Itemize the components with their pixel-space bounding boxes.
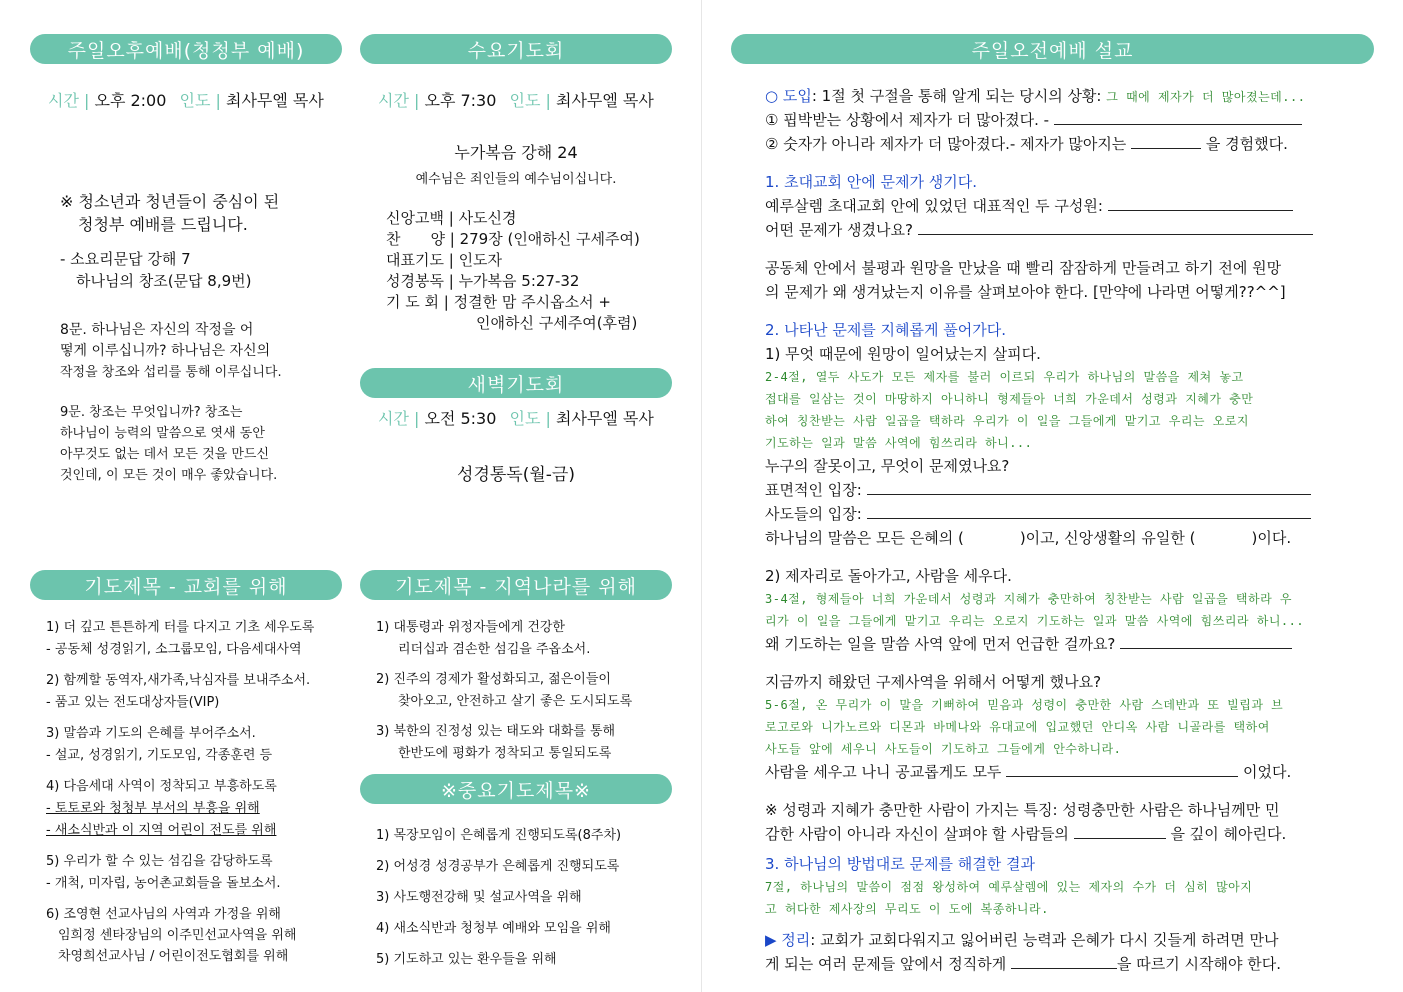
prayer-church-list (46, 617, 314, 967)
fill-blank (1120, 633, 1292, 649)
q9-line: 것인데, 이 모든 것이 매우 좋았습니다. (60, 468, 278, 483)
q8-line: 떻게 이루십니까? 하나님은 자신의 (60, 343, 271, 359)
conclusion-2 (765, 952, 1355, 976)
section-3-heading: 3. 하나님의 방법대로 문제를 해결한 결과 (765, 855, 1035, 873)
s2-q3-text: 사도들의 입장: (765, 505, 862, 523)
fill-blank (1074, 823, 1166, 839)
sunday-pm-notice (60, 190, 279, 236)
order-key: 기 도 회 (386, 293, 440, 311)
s2-q4 (765, 526, 1355, 550)
prayer-item: 한반도에 평화가 정착되고 통일되도록 (398, 746, 612, 761)
prayer-item: 5) 우리가 할 수 있는 섬김을 감당하도록 (46, 854, 273, 869)
s2-q3 (765, 502, 1355, 526)
sermon-body (765, 84, 1355, 976)
scripture-line: 3-4절, 형제들아 너희 가운데서 성령과 지혜가 충만하여 칭찬받는 사람 일곱을 택하라 우 (765, 592, 1293, 606)
prayer-nation-list (376, 617, 632, 765)
intro-label: ○ 도입 (765, 87, 812, 105)
intro-1 (765, 108, 1355, 132)
catechism-line: 하나님의 창조(문답 8,9번) (76, 272, 252, 290)
conclusion-label: ▶ 정리 (765, 931, 811, 949)
leader-value: 최사무엘 목사 (226, 91, 324, 110)
order-row: 신앙고백 | 사도신경 (386, 209, 517, 227)
prayer-item: 2) 어성경 성경공부가 은혜롭게 진행되도록 (376, 859, 620, 874)
fill-blank (1011, 953, 1117, 969)
prayer-item: - 새소식반과 이 지역 어린이 전도를 위해 (46, 823, 277, 838)
prayer-item: 3) 사도행전강해 및 설교사역을 위해 (376, 890, 582, 905)
sunday-pm-time-line (48, 88, 324, 111)
order-value: 정결한 맘 주시옵소서 + (453, 293, 611, 311)
s1-q2-text: 어떤 문제가 생겼나요? (765, 221, 913, 239)
scripture-line: 7절, 하나님의 말씀이 점점 왕성하여 예루살렘에 있는 제자의 수가 더 심히 많아지 (765, 880, 1253, 894)
wednesday-series: 누가복음 강해 24 (454, 143, 578, 162)
intro-2-text: 을 경험했다. (1205, 135, 1288, 153)
scripture-line: 접대를 일삼는 것이 마땅하지 아니하니 형제들아 너희 가운데서 성령과 지혜가 충만 (765, 392, 1254, 406)
intro-quote: 그 때에 제자가 더 많아졌는데... (1106, 90, 1306, 104)
time-label: 시간 | (378, 409, 420, 428)
s2-sub-1: 1) 무엇 때문에 원망이 일어났는지 살피다. (765, 345, 1041, 363)
time-label: 시간 | (378, 91, 420, 110)
leader-label: 인도 | (179, 91, 221, 110)
s1-q1-text: 예루살렘 초대교회 안에 있었던 대표적인 두 구성원: (765, 197, 1103, 215)
q9-line: 하나님이 능력의 말씀으로 엿새 동안 (60, 426, 265, 441)
catechism-q8 (60, 320, 312, 383)
q8-line: 작정을 창조와 섭리를 통해 이루십니다. (60, 365, 282, 380)
order-row: 대표기도 | 인도자 (386, 251, 503, 269)
prayer-item: 1) 목장모임이 은혜롭게 진행되도록(8주차) (376, 828, 622, 843)
prayer-item: - 개척, 미자립, 농어촌교회들을 돌보소서. (46, 876, 281, 891)
catechism-heading (60, 248, 252, 292)
s1-paragraph: 의 문제가 왜 생겨났는지 이유를 살펴보아야 한다. [만약에 나라면 어떻게??^^] (765, 283, 1286, 301)
conclusion-text: 게 되는 여러 문제들 앞에서 정직하게 (765, 955, 1007, 973)
prayer-item: 찾아오고, 안전하고 살기 좋은 도시되도록 (398, 694, 633, 709)
prayer-item: - 품고 있는 전도대상자들(VIP) (46, 695, 220, 710)
scripture-line: 기도하는 일과 말씀 사역에 힘쓰리라 하니... (765, 436, 1033, 450)
q8-line: 8문. 하나님은 자신의 작정을 어 (60, 322, 254, 338)
intro-2-text: ② 숫자가 아니라 제자가 더 많아졌다.- 제자가 많아지는 (765, 135, 1127, 153)
order-value: 279장 (인애하신 구세주여) (459, 230, 640, 248)
prayer-item: 4) 새소식반과 청청부 예배와 모임을 위해 (376, 921, 611, 936)
fill-blank (1054, 109, 1302, 125)
s2-q4-text: 하나님의 말씀은 모든 은혜의 ( (765, 529, 964, 547)
s2-q4-text: )이고, 신앙생활의 유일한 ( (1019, 529, 1196, 547)
scripture-line: 로고로와 니가노르와 디몬과 바메나와 유대교에 입교했던 안디옥 사람 니골라를 택하여 (765, 720, 1270, 734)
conclusion-text: : 교회가 교회다워지고 잃어버린 능력과 은혜가 다시 깃들게 하려면 만나 (810, 931, 1279, 949)
scripture-line: 리가 이 일을 그들에게 맡기고 우리는 오로지 기도하는 일과 말씀 사역에 힘쓰리라 하니... (765, 614, 1305, 628)
order-key: 신앙고백 (386, 209, 444, 227)
notice-line: ※ 청소년과 청년들이 중심이 된 (60, 192, 280, 211)
intro-text: : 1절 첫 구절을 통해 알게 되는 당시의 상황: (811, 87, 1102, 105)
dawn-reading: 성경통독(월-금) (457, 465, 575, 485)
s1-q1 (765, 194, 1355, 218)
order-row: 성경봉독 | 누가복음 5:27-32 (386, 272, 580, 290)
order-row-continued: 인애하신 구세주여(후렴) (476, 314, 638, 332)
leader-label: 인도 | (509, 91, 551, 110)
s2-q2 (765, 478, 1355, 502)
fill-blank (1131, 133, 1201, 149)
q9-line: 9문. 창조는 무엇입니까? 창조는 (60, 405, 243, 420)
scripture-line: 사도들 앞에 세우니 사도들이 기도하고 그들에게 안수하니라. (765, 742, 1122, 756)
order-key: 성경봉독 (386, 272, 444, 290)
s2-q5 (765, 632, 1355, 656)
time-value: 오후 7:30 (424, 91, 497, 110)
s1-q2 (765, 218, 1355, 242)
prayer-item: 임희정 센타장님의 이주민선교사역을 위해 (58, 928, 297, 943)
order-key: 찬 양 (386, 230, 445, 248)
prayer-item: - 공동체 성경읽기, 소그룹모임, 다음세대사역 (46, 642, 302, 657)
s2-question: 누구의 잘못이고, 무엇이 문제였나요? (765, 457, 1010, 475)
conclusion-text: 을 따르기 시작해야 한다. (1116, 955, 1281, 973)
intro-line (765, 84, 1355, 108)
s2-question: 지금까지 해왔던 구제사역을 위해서 어떻게 했나요? (765, 673, 1102, 691)
q9-line: 아무것도 없는 데서 모든 것을 만드신 (60, 447, 270, 462)
time-value: 오전 5:30 (424, 409, 497, 428)
page-fold-divider (701, 0, 702, 992)
prayer-item: 차영희선교사님 / 어린이전도협회를 위해 (58, 949, 289, 964)
order-value: 누가복음 5:27-32 (458, 272, 580, 290)
wednesday-title: 수요기도회 (360, 34, 672, 64)
section-1-heading: 1. 초대교회 안에 문제가 생기다. (765, 173, 978, 191)
prayer-item: 3) 말씀과 기도의 은혜를 부어주소서. (46, 726, 256, 741)
section-2-heading: 2. 나타난 문제를 지혜롭게 풀어가다. (765, 321, 1007, 339)
prayer-item: 5) 기도하고 있는 환우들을 위해 (376, 952, 557, 967)
order-key: 대표기도 (386, 251, 444, 269)
order-row: 기 도 회 | 정결한 맘 주시옵소서 + (386, 293, 611, 311)
notice-line: 청청부 예배를 드립니다. (78, 215, 248, 234)
intro-2 (765, 132, 1355, 156)
s2-q7-text: 사람을 세우고 나니 공교롭게도 모두 (765, 763, 1002, 781)
spirit-note-text: 감한 사람이 아니라 자신이 살펴야 할 사람들의 (765, 825, 1069, 843)
wednesday-order (386, 208, 640, 334)
leader-value: 최사무엘 목사 (556, 91, 654, 110)
fill-blank (867, 503, 1311, 519)
prayer-key-list (376, 820, 621, 975)
order-value: 사도신경 (458, 209, 517, 227)
s2-q5-text: 왜 기도하는 일을 말씀 사역 앞에 먼저 언급한 걸까요? (765, 635, 1116, 653)
time-value: 오후 2:00 (94, 91, 167, 110)
prayer-item: - 토토로와 청청부 부서의 부흥을 위해 (46, 801, 260, 816)
leader-label: 인도 | (509, 409, 551, 428)
scripture-line: 고 허다한 제사장의 무리도 이 도에 복종하니라. (765, 902, 1049, 916)
s2-sub-2: 2) 제자리로 돌아가고, 사람을 세우다. (765, 567, 1012, 585)
scripture-line: 5-6절, 온 무리가 이 말을 기뻐하여 믿음과 성령이 충만한 사람 스데반과 또 빌립과 브 (765, 698, 1284, 712)
spirit-note-text: 을 깊이 헤아린다. (1170, 825, 1287, 843)
dawn-time-line (378, 406, 654, 429)
prayer-item: 3) 북한의 진정성 있는 태도와 대화를 통해 (376, 724, 616, 739)
prayer-nation-title: 기도제목 - 지역나라를 위해 (360, 570, 672, 600)
spirit-note: ※ 성령과 지혜가 충만한 사람이 가지는 특징: 성령충만한 사람은 하나님께만 민 (765, 801, 1280, 819)
prayer-item: 1) 대통령과 위정자들에게 건강한 (376, 620, 565, 635)
prayer-item: 4) 다음세대 사역이 정착되고 부흥하도록 (46, 779, 277, 794)
spirit-note-2 (765, 822, 1355, 846)
time-label: 시간 | (48, 91, 90, 110)
leader-value: 최사무엘 목사 (556, 409, 654, 428)
order-value: 인도자 (458, 251, 503, 269)
sermon-title: 주일오전예배 설교 (731, 34, 1374, 64)
fill-blank (918, 219, 1313, 235)
prayer-key-title: ※중요기도제목※ (360, 774, 672, 804)
s2-q7-text: 이었다. (1243, 763, 1292, 781)
sunday-pm-title: 주일오후예배(청청부 예배) (30, 34, 342, 64)
s1-paragraph: 공동체 안에서 불평과 원망을 만났을 때 빨리 잠잠하게 만들려고 하기 전에 원망 (765, 259, 1282, 277)
s2-q2-text: 표면적인 입장: (765, 481, 862, 499)
fill-blank (1108, 195, 1293, 211)
fill-blank (1006, 761, 1238, 777)
wednesday-time-line (378, 88, 654, 111)
dawn-title: 새벽기도회 (360, 368, 672, 398)
prayer-item: 6) 조영현 선교사님의 사역과 가정을 위해 (46, 907, 281, 922)
scripture-line: 2-4절, 열두 사도가 모든 제자를 불러 이르되 우리가 하나님의 말씀을 제쳐 놓고 (765, 370, 1244, 384)
prayer-item: 1) 더 깊고 튼튼하게 터를 다지고 기초 세우도록 (46, 620, 315, 635)
prayer-item: 2) 함께할 동역자,새가족,낙심자를 보내주소서. (46, 673, 311, 688)
s2-q4-text: )이다. (1251, 529, 1292, 547)
prayer-item: - 설교, 성경읽기, 기도모임, 각종훈련 등 (46, 748, 273, 763)
intro-1-text: ① 핍박받는 상황에서 제자가 더 많아졌다. - (765, 111, 1050, 129)
catechism-line: - 소요리문답 강해 7 (60, 250, 191, 268)
catechism-q9 (60, 402, 312, 486)
s2-q7 (765, 760, 1355, 784)
order-row: 찬 양 | 279장 (인애하신 구세주여) (386, 230, 640, 248)
scripture-line: 하여 칭찬받는 사람 일곱을 택하라 우리가 이 일을 그들에게 맡기고 우리는 오로지 (765, 414, 1250, 428)
fill-blank (867, 479, 1311, 495)
prayer-church-title: 기도제목 - 교회를 위해 (30, 570, 342, 600)
prayer-item: 리더십과 겸손한 섬김을 주옵소서. (398, 642, 591, 657)
prayer-item: 2) 진주의 경제가 활성화되고, 젊은이들이 (376, 672, 611, 687)
wednesday-subtitle: 예수님은 죄인들의 예수님이십니다. (415, 172, 617, 187)
conclusion-1 (765, 928, 1355, 952)
